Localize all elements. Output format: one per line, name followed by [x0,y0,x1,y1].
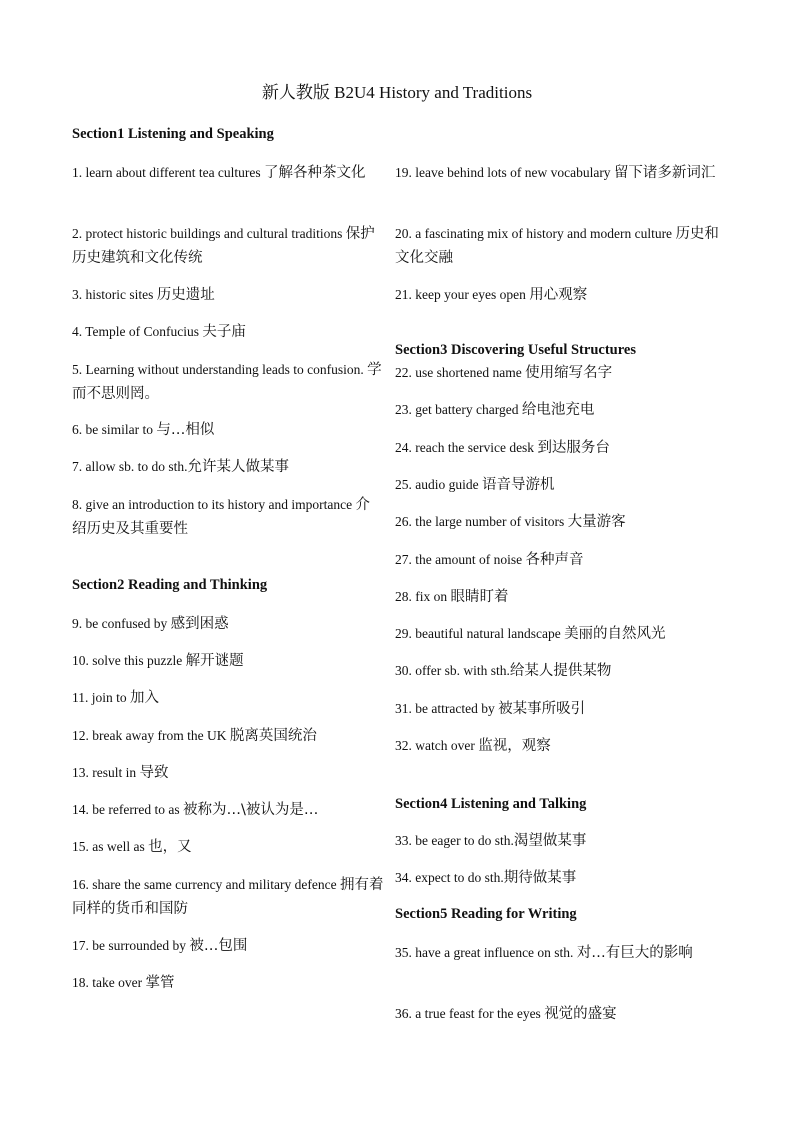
section-heading: Section3 Discovering Useful Structures [395,342,636,358]
list-item: 5. Learning without understanding leads to confusion. 学而不思则罔。 [72,362,382,402]
list-item: 8. give an introduction to its history and importance 介绍历史及其重要性 [72,497,370,537]
list-item: 19. leave behind lots of new vocabulary 留下诸多新词汇 [395,165,716,181]
section-heading: Section1 Listening and Speaking [72,126,274,142]
list-item: 20. a fascinating mix of history and modern culture 历史和文化交融 [395,226,719,266]
list-item: 27. the amount of noise 各种声音 [395,552,584,568]
list-item: 1. learn about different tea cultures 了解各种茶文化 [72,165,366,181]
list-item: 15. as well as 也，又 [72,839,192,855]
list-item: 36. a true feast for the eyes 视觉的盛宴 [395,1006,617,1022]
list-item: 21. keep your eyes open 用心观察 [395,287,588,303]
list-item: 30. offer sb. with sth.给某人提供某物 [395,663,612,679]
list-item: 3. historic sites 历史遗址 [72,287,215,303]
document-title: 新人教版 B2U4 History and Traditions [261,83,533,102]
list-item: 2. protect historic buildings and cultural traditions 保护历史建筑和文化传统 [72,226,375,266]
list-item: 26. the large number of visitors 大量游客 [395,514,626,530]
list-item: 14. be referred to as 被称为…\被认为是… [72,802,319,818]
list-item: 34. expect to do sth.期待做某事 [395,870,577,886]
list-item: 18. take over 掌管 [72,975,175,991]
list-item: 4. Temple of Confucius 夫子庙 [72,324,246,340]
list-item: 9. be confused by 感到困惑 [72,616,229,632]
list-item: 10. solve this puzzle 解开谜题 [72,653,244,669]
list-item: 28. fix on 眼睛盯着 [395,589,509,605]
list-item: 17. be surrounded by 被…包围 [72,938,248,954]
list-item: 16. share the same currency and military defence 拥有着同样的货币和国防 [72,877,384,917]
section-heading: Section5 Reading for Writing [395,906,577,922]
list-item: 23. get battery charged 给电池充电 [395,402,595,418]
list-item: 35. have a great influence on sth. 对…有巨大的影响 [395,945,693,961]
list-item: 29. beautiful natural landscape 美丽的自然风光 [395,626,666,642]
list-item: 25. audio guide 语音导游机 [395,477,555,493]
list-item: 22. use shortened name 使用缩写名字 [395,365,613,381]
list-item: 33. be eager to do sth.渴望做某事 [395,833,587,849]
section-heading: Section2 Reading and Thinking [72,577,268,593]
list-item: 24. reach the service desk 到达服务台 [395,440,610,456]
list-item: 32. watch over 监视，观察 [395,738,551,754]
section-heading: Section4 Listening and Talking [395,796,587,812]
list-item: 7. allow sb. to do sth.允许某人做某事 [72,459,290,475]
list-item: 12. break away from the UK 脱离英国统治 [72,728,317,744]
list-item: 6. be similar to 与…相似 [72,422,215,438]
list-item: 31. be attracted by 被某事所吸引 [395,701,586,717]
list-item: 13. result in 导致 [72,765,169,781]
list-item: 11. join to 加入 [72,690,160,706]
